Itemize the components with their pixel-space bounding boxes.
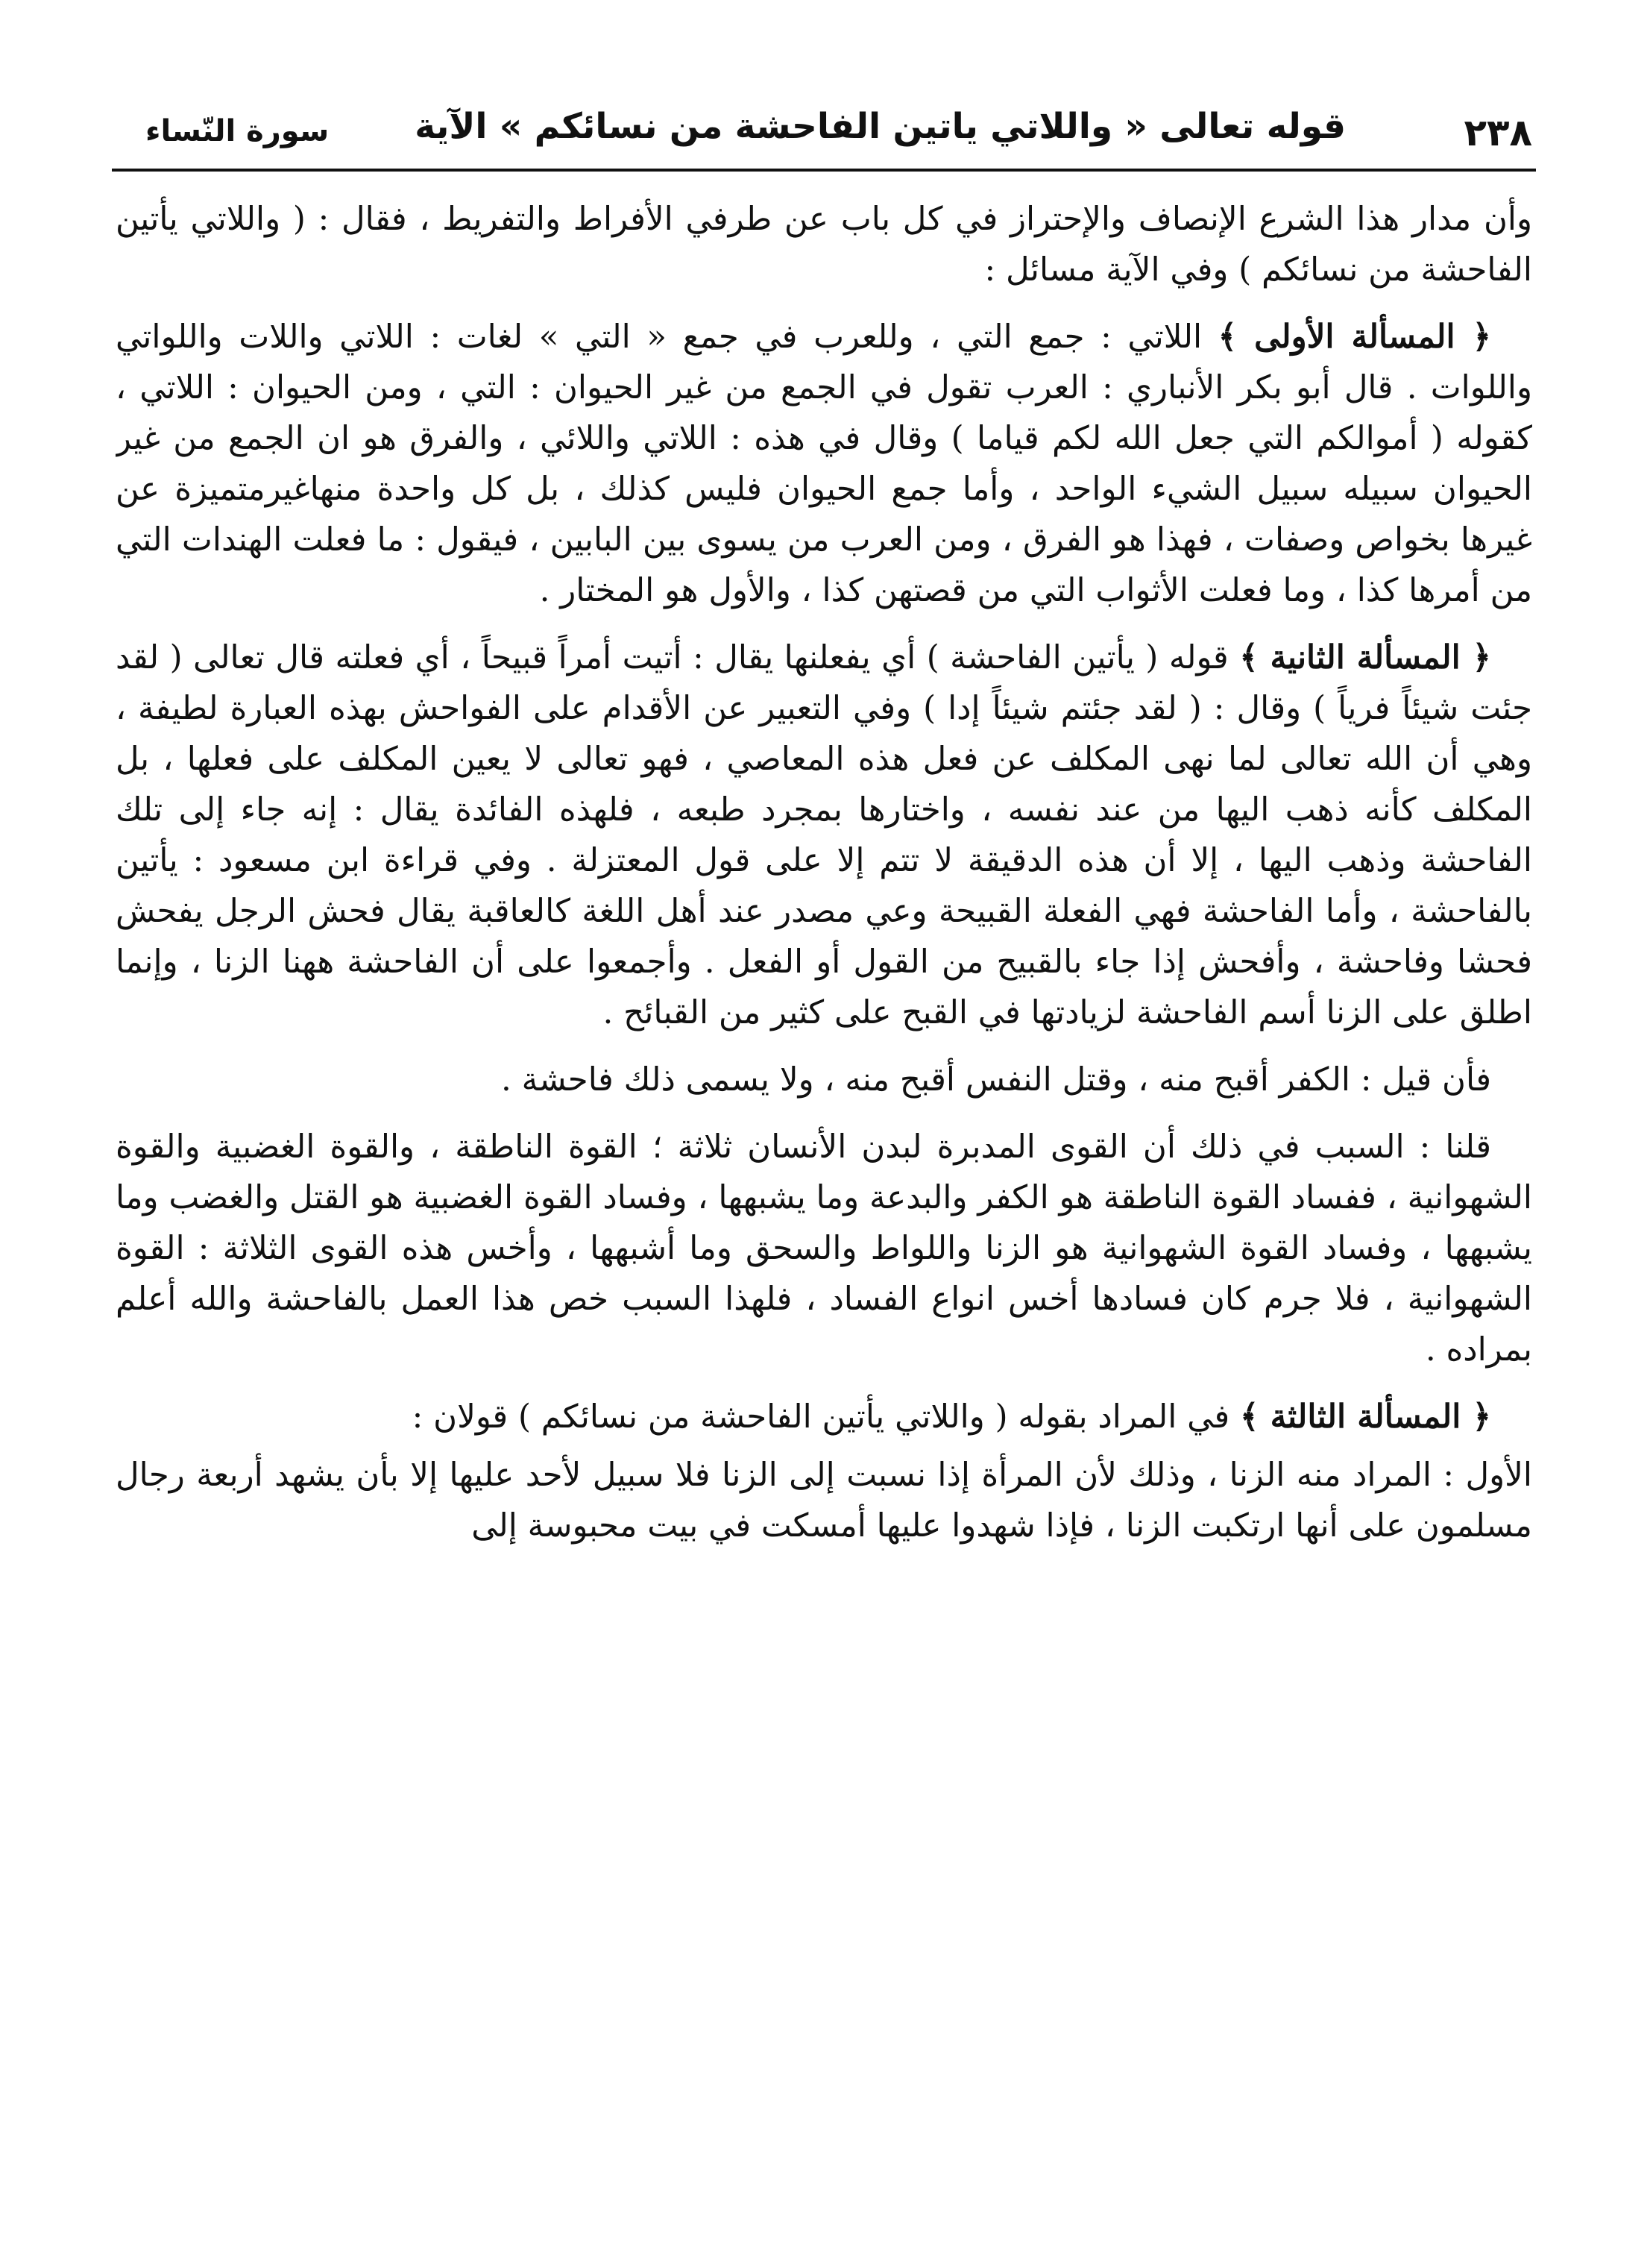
- issue-heading: ﴿ المسألة الثالثة ﴾: [1240, 1398, 1491, 1436]
- paragraph-text: قوله ( يأتين الفاحشة ) أي يفعلنها يقال : أتيت أمراً قبيحاً ، أي فعلته قال تعالى ( لقد جئت شيئاً فرياً ) وقال : ( لقد جئتم شيئاً إدا ) وفي التعبير عن الأقدام على الفواحش بهذه العبارة لطيفة ، وهي أن الله تعالى لما نهى المكلف عن فعل هذه المعاصي ، فهو تعالى لا يعين المكلف على فعلها ، بل المكلف كأنه ذهب اليها من عند نفسه ، واختارها بمجرد طبعه ، فلهذه الفائدة يقال : إنه جاء إلى تلك الفاحشة وذهب اليها ، إلا أن هذه الدقيقة لا تتم إلا على قول المعتزلة . وفي قراءة ابن مسعود : يأتين بالفاحشة ، وأما الفاحشة فهي الفعلة القبيحة وعي مصدر عند أهل اللغة كالعاقبة يقال فحش الرجل يفحش فحشا وفاحشة ، وأفحش إذا جاء بالقبيح من القول أو الفعل . وأجمعوا على أن الفاحشة ههنا الزنا ، وإنما اطلق على الزنا أسم الفاحشة لزيادتها في القبح على كثير من القبائح .: [116, 639, 1532, 1031]
- paragraph-text: قلنا : السبب في ذلك أن القوى المدبرة لبدن الأنسان ثلاثة ؛ القوة الناطقة ، والقوة الغضبية والقوة الشهوانية ، ففساد القوة الناطقة هو الكفر والبدعة وما يشبهها ، وفساد القوة الغضبية هو القتل والغضب وما يشبهها ، وفساد القوة الشهوانية هو الزنا واللواط والسحق وما أشبهها ، وأخس هذه القوى الثلاثة : القوة الشهوانية ، فلا جرم كان فسادها أخس انواع الفساد ، فلهذا السبب خص هذا العمل بالفاحشة والله أعلم بمراده .: [116, 1128, 1532, 1369]
- paragraph-text: الأول : المراد منه الزنا ، وذلك لأن المرأة إذا نسبت إلى الزنا فلا سبيل لأحد عليها إلا بأن يشهد أربعة رجال مسلمون على أنها ارتكبت الزنا ، فإذا شهدوا عليها أمسكت في بيت محبوسة إلى: [116, 1457, 1532, 1545]
- paragraph-first-opinion: [116, 1450, 1532, 1551]
- paragraph-text: اللاتي : جمع التي ، وللعرب في جمع « التي » لغات : اللاتي واللات واللواتي واللوات . قال أبو بكر الأنباري : العرب تقول في الجمع من غير الحيوان : التي ، ومن الحيوان : اللاتي ، كقوله ( أموالكم التي جعل الله لكم قياما ) وقال في هذه : اللاتي واللائي ، والفرق هو ان الجمع من غير الحيوان سبيله سبيل الشيء الواحد ، وأما جمع الحيوان فليس كذلك ، بل كل واحدة منهاغيرمتميزة عن غيرها بخواص وصفات ، فهذا هو الفرق ، ومن العرب من يسوى بين البابين ، فيقول : ما فعلت الهندات التي من أمرها كذا ، وما فعلت الأثواب التي من قصتهن كذا ، والأول هو المختار .: [116, 318, 1532, 609]
- paragraph-second-issue: [116, 632, 1532, 1038]
- paragraph-third-issue: [116, 1392, 1532, 1442]
- issue-heading: ﴿ المسألة الثانية ﴾: [1239, 638, 1491, 676]
- page-number: ٢٣٨: [1464, 111, 1532, 154]
- paragraph-intro: [116, 194, 1532, 295]
- surah-name: سورة النّساء: [145, 114, 330, 148]
- paragraph-text: فأن قيل : الكفر أقبح منه ، وقتل النفس أقبح منه ، ولا يسمى ذلك فاحشة .: [501, 1061, 1491, 1099]
- paragraph-text: وأن مدار هذا الشرع الإنصاف والإحتراز في كل باب عن طرفي الأفراط والتفريط ، فقال : ( واللاتي يأتين الفاحشة من نسائكم ) وفي الآية مسائل :: [116, 201, 1532, 289]
- paragraph-objection: [116, 1055, 1532, 1105]
- issue-heading: ﴿ المسألة الأولى ﴾: [1218, 318, 1491, 356]
- paragraph-text: في المراد بقوله ( واللاتي يأتين الفاحشة من نسائكم ) قولان :: [412, 1398, 1241, 1436]
- paragraph-answer: [116, 1122, 1532, 1375]
- page-header: [116, 88, 1532, 163]
- header-rule: [112, 169, 1536, 172]
- page-body: [116, 194, 1532, 2223]
- paragraph-first-issue: [116, 312, 1532, 616]
- running-title: قوله تعالى « واللاتي ياتين الفاحشة من نسائكم » الآية: [415, 106, 1346, 147]
